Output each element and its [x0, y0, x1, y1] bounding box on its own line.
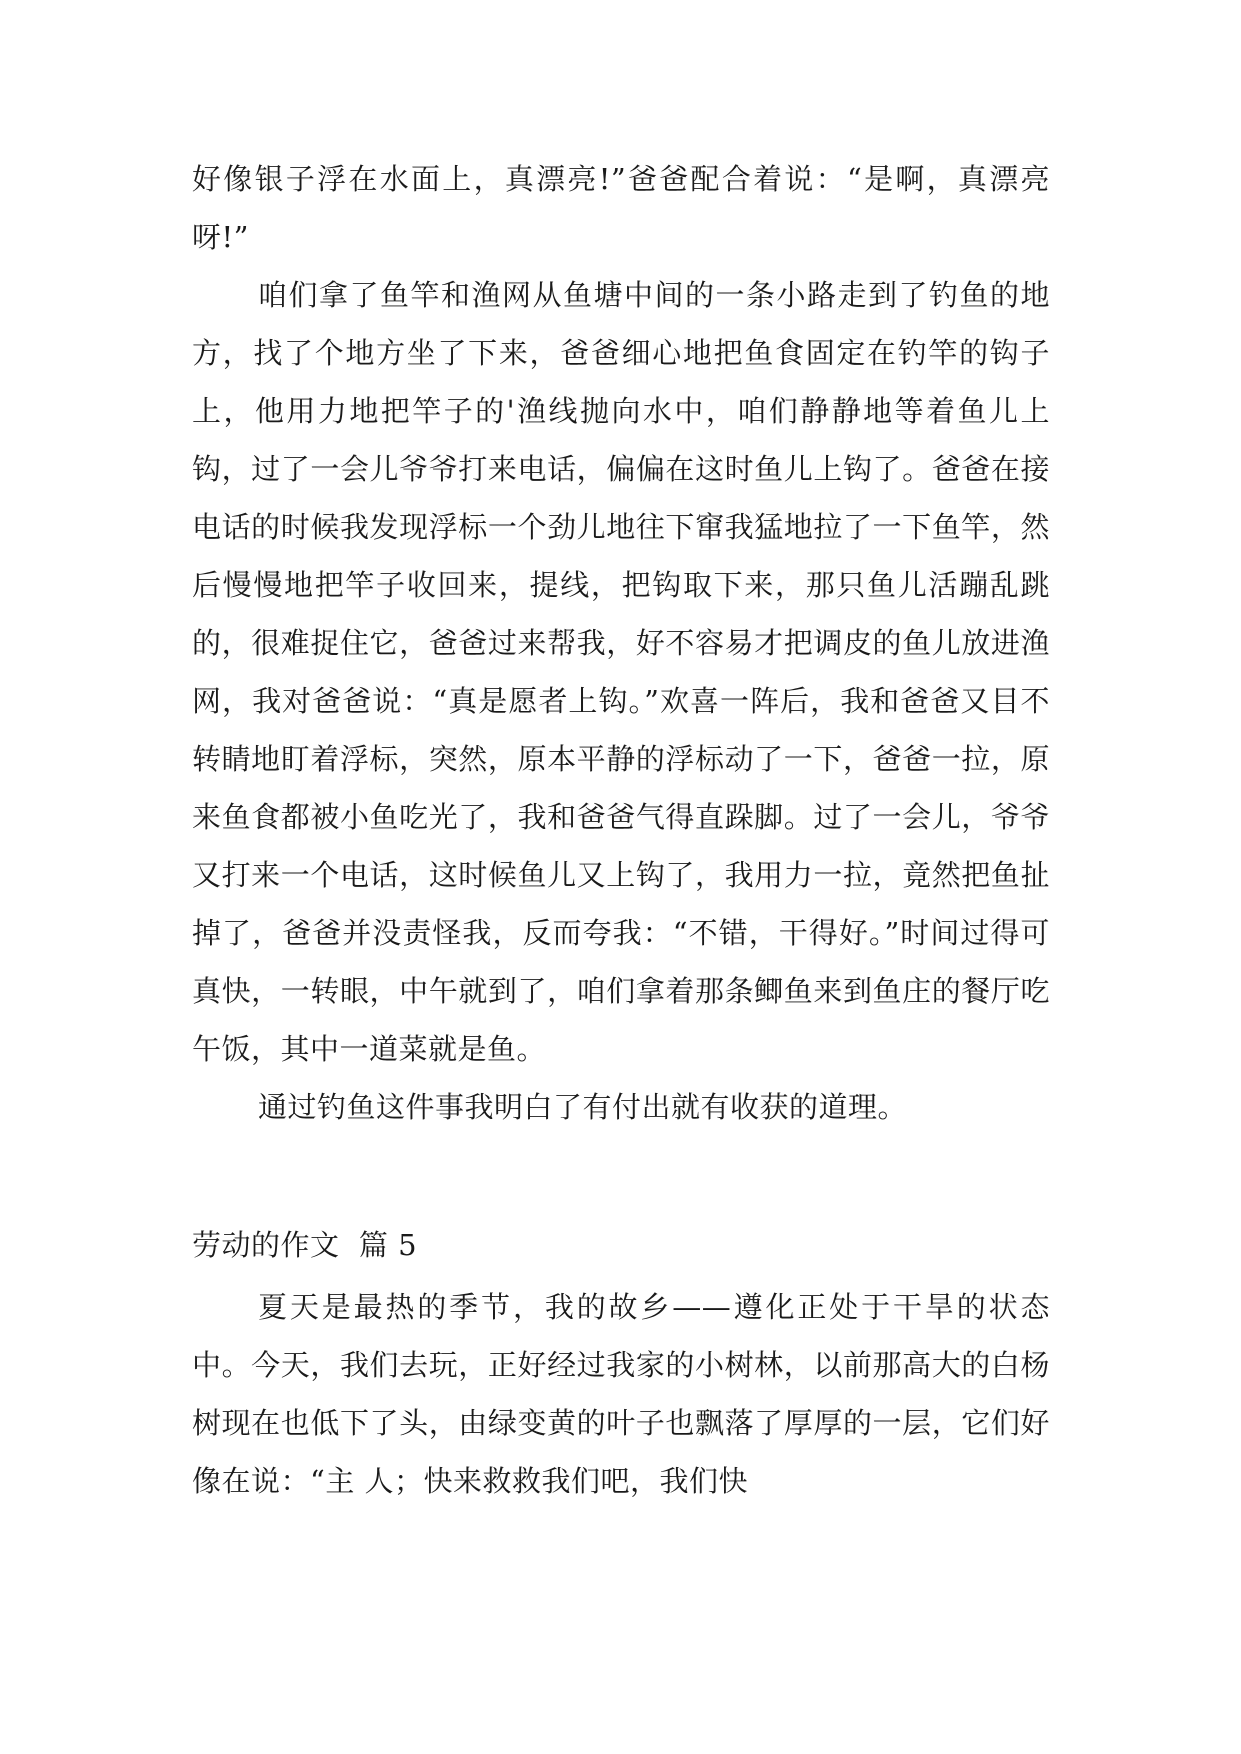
section-heading: 劳动的作文 篇 5 [192, 1228, 418, 1262]
essay-body-bottom [192, 1278, 1050, 1510]
paragraph-summer: 夏天是最热的季节，我的故乡——遵化正处于干旱的状态中。今天，我们去玩，正好经过我家的小树林，以前那高大的白杨树现在也低下了头，由绿变黄的叶子也飘落了厚厚的一层，它们好像在说：“主 人；快来救救我们吧，我们快 [192, 1290, 1050, 1498]
paragraph-continuation: 好像银子浮在水面上，真漂亮!”爸爸配合着说：“是啊，真漂亮呀!” [192, 162, 1050, 254]
paragraph-conclusion: 通过钓鱼这件事我明白了有付出就有收获的道理。 [258, 1090, 908, 1124]
essay-body-top [192, 150, 1050, 1136]
paragraph-fishing: 咱们拿了鱼竿和渔网从鱼塘中间的一条小路走到了钓鱼的地方，找了个地方坐了下来，爸爸细心地把鱼食固定在钓竿的钩子上，他用力地把竿子的'渔线抛向水中，咱们静静地等着鱼儿上钩，过了一会儿爷爷打来电话，偏偏在这时鱼儿上钩了。爸爸在接电话的时候我发现浮标一个劲儿地往下窜我猛地拉了一下鱼竿，然后慢慢地把竿子收回来，提线，把钩取下来，那只鱼儿活蹦乱跳的，很难捉住它，爸爸过来帮我，好不容易才把调皮的鱼儿放进渔网，我对爸爸说：“真是愿者上钩。”欢喜一阵后，我和爸爸又目不转睛地盯着浮标，突然，原本平静的浮标动了一下，爸爸一拉，原来鱼食都被小鱼吃光了，我和爸爸气得直跺脚。过了一会儿，爷爷又打来一个电话，这时候鱼儿又上钩了，我用力一拉，竟然把鱼扯掉了，爸爸并没责怪我，反而夸我：“不错，干得好。”时间过得可真快，一转眼，中午就到了，咱们拿着那条鲫鱼来到鱼庄的餐厅吃午饭，其中一道菜就是鱼。 [192, 278, 1050, 1066]
